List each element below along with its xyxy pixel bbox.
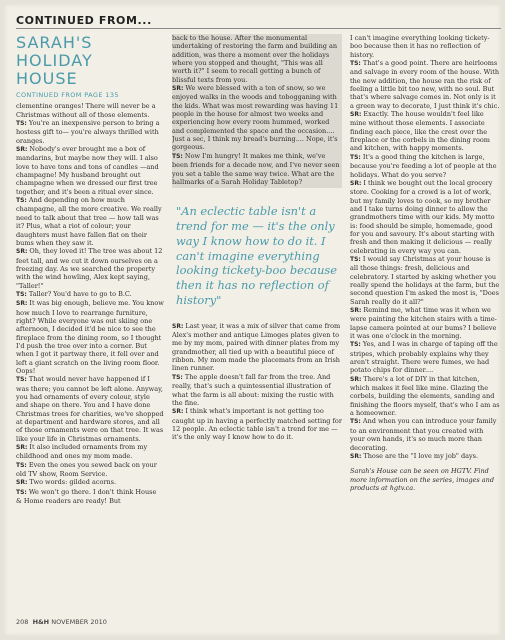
paragraph-text: It also included ornaments from my childhood and ones my mom made. (16, 443, 148, 461)
magazine-name: H&H (32, 618, 50, 626)
paragraph-text: clementine oranges! There will never be a Christmas without all of those elements. (16, 102, 156, 119)
paragraph-text: Nobody's ever brought me a box of mandarins, but maybe now they will. I also love to have tons and tons of candles —and champagne! My husband brought out champagne when we dressed our first tree together, and it's been a ritual ever since. (16, 145, 159, 196)
speaker-label: TS: (16, 376, 27, 384)
paragraph-text: It's a good thing the kitchen is large, because you're feeding a lot of people at the holidays. What do you serve? (350, 152, 497, 179)
credit-note: Sarah's House can be seen on HGTV. Find more information on the series, images and products at hgtv.ca. (350, 467, 494, 492)
paragraph (16, 102, 164, 119)
speaker-label: TS: (16, 488, 27, 496)
paragraph-text: Remind me, what time was it when we were painting the kitchen stairs with a time-lapse camera pointed at our bums? I believe it was one o'clock in the morning. (350, 306, 497, 341)
paragraph (350, 375, 500, 418)
continued-label: CONTINUED FROM PAGE 135 (16, 91, 119, 99)
paragraph (16, 461, 164, 479)
article-title-line3: HOUSE (16, 69, 78, 88)
paragraph-text: Two words: gilded acorns. (27, 478, 117, 487)
speaker-label: TS: (350, 255, 361, 263)
speaker-label: SR: (16, 444, 28, 452)
speaker-label: SR: (350, 452, 362, 460)
paragraph-text: I would say Christmas at your house is all those things: fresh, delicious and celebratory. I started by asking whether you really spend the holidays at the farm, but the second question I'm asked the most is, "Does Sarah really do it all?" (350, 254, 500, 306)
speaker-label: TS: (350, 418, 361, 426)
column-3-body (350, 34, 500, 461)
paragraph (350, 255, 500, 306)
paragraph (172, 34, 342, 84)
paragraph-text: It was big enough, believe me. You know how much I love to rearrange furniture, right? While everyone was out skiing one afternoon, I decided it'd be nice to see the fireplace from the dining room, so I thought I'd push the tree over into a corner. But when I got it partway there, it fell over and left a giant scratch on the living room floor. Oops! (16, 299, 164, 375)
paragraph (16, 299, 164, 375)
speaker-label: TS: (16, 290, 27, 298)
speaker-label: TS: (350, 60, 361, 68)
paragraph (172, 152, 342, 186)
paragraph-text: Now I'm hungry! It makes me think, we've been friends for a decade now, and I've never seen you set a table the same way twice. What are the hallmarks of a Sarah Holiday Tabletop? (172, 151, 340, 186)
paragraph-text: We won't go there. I don't think House & Home readers are ready! But (16, 487, 157, 506)
page-number: 208 (16, 618, 29, 626)
paragraph (350, 34, 500, 59)
paragraph (350, 179, 500, 255)
paragraph (16, 488, 164, 506)
article-title-line2: HOLIDAY (16, 51, 93, 70)
speaker-label: SR: (350, 111, 362, 119)
paragraph-text: Yes, and I was in charge of taping off the stripes, which probably explains why they aren't straight. There were fumes, we had potato chips for dinner.... (350, 340, 498, 375)
paragraph-text: I think we bought out the local grocery store. Cooking for a crowd is a lot of work, but my family loves to cook, so my brother and I take turns doing dinner to allow the grandmothers time with our kids. My motto is: food should be simple, homemade, good for you and savoury. It's about starting with fresh and then making it delicious — really celebrating in every way you can. (350, 178, 495, 255)
paragraph-text: Last year, it was a mix of silver that came from Alex's mother and antique Limoges plates given to me by my mom, paired with dinner plates from my grandmother, all tied up with a beautiful piece of ribbon. My mom made the placemats from an Irish linen runner. (172, 321, 341, 373)
section-label: CONTINUED FROM... (16, 14, 152, 27)
speaker-label: SR: (16, 479, 28, 487)
paragraph-text: Oh, they loved it! The tree was about 12 feet tall, and we cut it down ourselves on a freezing day. As we searched the property with the wind howling, Alex kept saying, "Taller!" (16, 247, 163, 290)
speaker-label: SR: (16, 300, 28, 308)
paragraph-text: There's a lot of DIY in that kitchen, which makes it feel like mine. Glazing the corbels, building the elements, sanding and finishing the floors myself, that's who I am as a homeowner. (350, 374, 500, 418)
paragraph-text: back to the house. After the monumental undertaking of restoring the farm and building an addition, was there a moment over the holidays where you stopped and thought, "This was all worth it?" I seem to recall getting a bunch of blissful texts from you. (172, 34, 338, 84)
column-3 (350, 34, 500, 614)
paragraph-text: That would never have happened if I was there; you cannot be left alone. Anyway, you had ornaments of every colour, style and shape on there. You and I have done Christmas trees for charities, we've shopped at department and hardware stores, and all of those ornaments were on that tree. It was like your life in Christmas ornaments. (16, 375, 164, 443)
speaker-label: TS: (16, 461, 27, 469)
paragraph (16, 290, 164, 299)
paragraph-text: I think what's important is not getting too caught up in having a perfectly matched setting for 12 people. An eclectic table isn't a trend for me — it's the only way I know how to do it. (172, 407, 342, 442)
speaker-label: TS: (172, 152, 183, 160)
paragraph-text: Even the ones you sewed back on your old TV show, Room Service. (16, 460, 157, 479)
speaker-label: SR: (350, 179, 362, 187)
speaker-label: TS: (350, 153, 361, 161)
paragraph (172, 322, 342, 373)
speaker-label: SR: (16, 146, 28, 154)
paragraph (172, 407, 342, 441)
page-footer (16, 618, 107, 626)
paragraph-text: Exactly. The house wouldn't feel like mine without those elements. I associate finding each piece, like the crest over the fireplace or the corbels in the dining room and kitchen, with happy moments. (350, 110, 490, 153)
top-rule (16, 28, 501, 29)
paragraph (350, 110, 500, 153)
column-1-body (16, 102, 164, 505)
paragraph (172, 84, 342, 152)
paragraph-text: Those are the "I love my job" days. (361, 451, 479, 460)
paragraph (16, 145, 164, 196)
column-2 (172, 34, 342, 614)
paragraph (16, 443, 164, 461)
speaker-label: SR: (350, 307, 362, 314)
column-1 (16, 34, 164, 614)
article-title-line1: SARAH'S (16, 34, 93, 52)
paragraph (16, 375, 164, 443)
paragraph (350, 306, 500, 340)
speaker-label: SR: (172, 408, 184, 416)
magazine-page (4, 4, 501, 636)
paragraph-text: You're an inexpensive person to bring a hostess gift to— you're always thrilled with oranges. (16, 119, 160, 145)
paragraph-text: Taller? You'd have to go to B.C. (26, 289, 132, 298)
speaker-label: TS: (16, 197, 27, 205)
paragraph (350, 59, 500, 110)
speaker-label: SR: (350, 375, 362, 383)
paragraph (16, 478, 164, 487)
paragraph-text: We were blessed with a ton of snow, so we enjoyed walks in the woods and tobogganing with the kids. What was most rewarding was having 11 people in the house for almost two weeks and experiencing how every room hummed, worked and complemented the space and the occasion.... Just a sec, I think my bread's burning.... Nope, it's gorgeous. (172, 84, 339, 152)
speaker-label: SR: (172, 85, 184, 93)
issue-date: NOVEMBER 2010 (51, 618, 107, 626)
column-2-body (172, 322, 342, 442)
paragraph (172, 373, 342, 407)
pull-quote: "An eclectic table isn't a trend for me — it's the only way I know how to do it. I can't imagine everything looking tickety-boo because then it has no reflection of history" (176, 204, 338, 307)
paragraph (16, 119, 164, 145)
speaker-label: SR: (16, 248, 28, 256)
paragraph (350, 417, 500, 451)
paragraph-text: And when you can introduce your family to an environment that you created with your own hands, it's so much more than decorating. (350, 417, 497, 452)
paragraph (350, 340, 500, 374)
speaker-label: TS: (350, 341, 361, 349)
speaker-label: SR: (172, 322, 184, 330)
speaker-label: TS: (16, 120, 27, 128)
paragraph (16, 247, 164, 290)
paragraph-text: And depending on how much champagne, all the more creative. We really need to talk about that tree — how tall was it? Plus, what a riot of colour; your daughters must have fallen flat on their bums when they saw it. (16, 196, 162, 247)
paragraph (350, 153, 500, 179)
speaker-label: TS: (172, 373, 183, 381)
paragraph-text: The apple doesn't fall far from the tree. And really, that's such a quintessential illustration of what the farm is all about: mixing the rustic with the fine. (172, 372, 334, 407)
column-2-shaded-body (172, 34, 342, 188)
paragraph-text: I can't imagine everything looking tickety-boo because then it has no reflection of history. (350, 34, 490, 59)
paragraph (16, 196, 164, 247)
paragraph (350, 452, 500, 461)
paragraph-text: That's a good point. There are heirlooms and salvage in every room of the house. With the new addition, the house ran the risk of feeling a little bit too new, with no soul. But that's where salvage comes in. Not only is it a green way to decorate, I just think it's chic. (350, 59, 500, 110)
